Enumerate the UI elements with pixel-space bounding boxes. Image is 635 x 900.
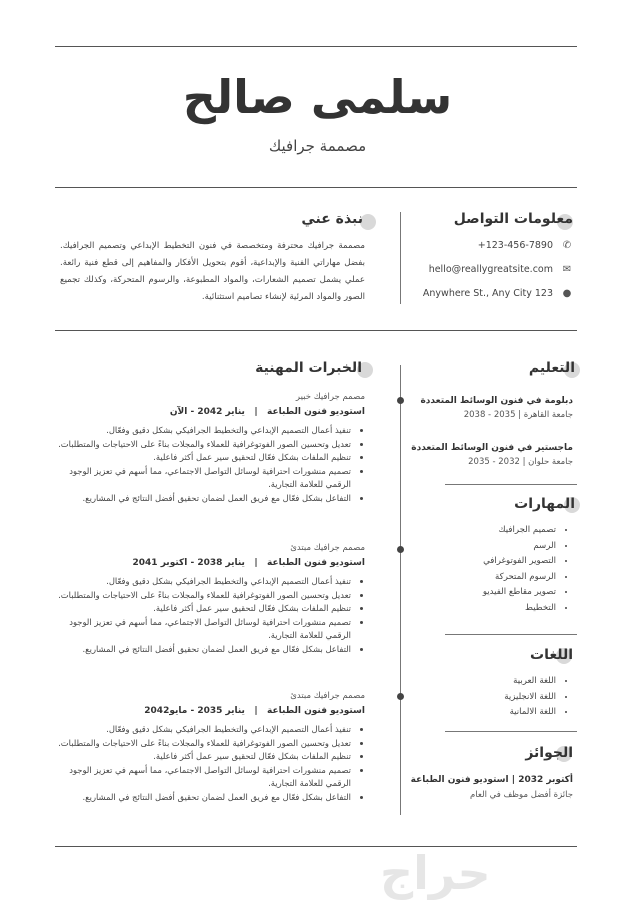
- skills-list: [396, 523, 568, 616]
- contact-address: [383, 288, 573, 299]
- job-period: يناير 2035 - مايو2042: [144, 706, 245, 716]
- education-years: 2032 - 2035: [468, 457, 520, 467]
- location-pin-icon: ●: [562, 288, 572, 299]
- languages-heading: اللغات: [530, 647, 573, 663]
- header-vertical-divider: [400, 212, 401, 304]
- skills-divider: [445, 634, 577, 635]
- job-role: مصمم جرافيك مبتدئ: [290, 543, 365, 553]
- contact-phone: [423, 240, 573, 251]
- job-bullet: • تنظيم الملفات بشكل فعّال لتحقيق سير عمل أكثر فاعلية.: [55, 451, 351, 465]
- skill-item: • الرسم: [396, 539, 556, 555]
- address-text: Anywhere St., Any City 123: [422, 288, 553, 299]
- job-bullet: • تنظيم الملفات بشكل فعّال لتحقيق سير عمل أكثر فاعلية.: [55, 602, 351, 616]
- languages-divider: [445, 731, 577, 732]
- job-role: مصمم جرافيك مبتدئ: [290, 691, 365, 701]
- contact-email: [423, 264, 573, 275]
- awards-heading: الجوائز: [525, 745, 573, 761]
- job-company: استوديو فنون الطباعة: [267, 558, 365, 568]
- job-bullets: [55, 575, 365, 656]
- language-item: • اللغة الانجليزية: [396, 690, 556, 706]
- job-bullet: • تصميم منشورات احترافية لوسائل التواصل الاجتماعي، مما أسهم في تعزيز الوجود الرقمي للعلامة التجارية.: [55, 616, 351, 643]
- phone-text: +123-456-7890: [477, 240, 553, 251]
- education-item: دبلومة في فنون الوسائط المتعددة جامعة القاهرة | 2035 - 2038: [393, 394, 573, 422]
- education-divider: [445, 484, 577, 485]
- contact-heading: معلومات التواصل: [453, 211, 573, 227]
- award-desc: جائزة أفضل موظف في العام: [470, 790, 573, 800]
- job-bullet: • تعديل وتحسين الصور الفوتوغرافية للعملاء والمجلات بناءً على الاحتياجات والمتطلبات.: [55, 438, 351, 452]
- job-bullet: • التفاعل بشكل فعّال مع فريق العمل لضمان تحقيق أفضل النتائج في المشاريع.: [55, 492, 351, 506]
- language-item: • اللغة العربية: [396, 674, 556, 690]
- education-item: ماجستير في فنون الوسائط المتعددة جامعة حلوان | 2032 - 2035: [393, 441, 573, 469]
- experience-item: مصمم جرافيك مبتدئ استوديو فنون الطباعة | يناير 2038 - اكتوبر 2041 • تنفيذ أعمال التصميم الإبداعي والتخطيط الجرافيكي بشكل دقيق وفعّال. • تعديل وتحسين الصور الفوتوغرافية للعملاء والمجلات بناءً على الاحتياجات والمتطلبات. • تنظيم الملفات بشكل فعّال لتحقيق سير عمل أكثر فاعلية. • تصميم منشورات احترافية لوسائل التواصل الاجتماعي، مما أسهم في تعزيز الوجود الرقمي للعلامة التجارية. • التفاعل بشكل فعّال مع فريق العمل لضمان تحقيق أفضل النتائج في المشاريع.: [55, 542, 365, 656]
- education-degree: دبلومة في فنون الوسائط المتعددة: [420, 396, 573, 406]
- skills-heading: المهارات: [514, 496, 575, 512]
- education-years: 2035 - 2038: [463, 410, 516, 420]
- skill-item: • الرسوم المتحركة: [396, 570, 556, 586]
- skill-item: • التصوير الفوتوغرافي: [396, 554, 556, 570]
- job-bullet: • تعديل وتحسين الصور الفوتوغرافية للعملاء والمجلات بناءً على الاحتياجات والمتطلبات.: [55, 737, 351, 751]
- job-role: مصمم جرافيك خبير: [295, 392, 365, 402]
- education-school: جامعة حلوان: [528, 457, 573, 467]
- job-period: يناير 2042 - الآن: [169, 407, 245, 417]
- email-text: hello@reallygreatsite.com: [428, 264, 553, 275]
- job-bullet: • التفاعل بشكل فعّال مع فريق العمل لضمان تحقيق أفضل النتائج في المشاريع.: [55, 643, 351, 657]
- experience-item: مصمم جرافيك خبير استوديو فنون الطباعة | يناير 2042 - الآن • تنفيذ أعمال التصميم الإبداعي والتخطيط الجرافيكي بشكل دقيق وفعّال. • تعديل وتحسين الصور الفوتوغرافية للعملاء والمجلات بناءً على الاحتياجات والمتطلبات. • تنظيم الملفات بشكل فعّال لتحقيق سير عمل أكثر فاعلية. • تصميم منشورات احترافية لوسائل التواصل الاجتماعي، مما أسهم في تعزيز الوجود الرقمي للعلامة التجارية. • التفاعل بشكل فعّال مع فريق العمل لضمان تحقيق أفضل النتائج في المشاريع.: [55, 391, 365, 505]
- education-heading: التعليم: [528, 360, 575, 376]
- about-heading: نبذة عني: [301, 211, 363, 227]
- job-period: يناير 2038 - اكتوبر 2041: [132, 558, 245, 568]
- skill-item: • تصوير مقاطع الفيديو: [396, 585, 556, 601]
- job-bullet: • تنفيذ أعمال التصميم الإبداعي والتخطيط الجرافيكي بشكل دقيق وفعّال.: [55, 723, 351, 737]
- job-bullet: • تصميم منشورات احترافية لوسائل التواصل الاجتماعي، مما أسهم في تعزيز الوجود الرقمي للعلامة التجارية.: [55, 465, 351, 492]
- job-bullet: • تنفيذ أعمال التصميم الإبداعي والتخطيط الجرافيكي بشكل دقيق وفعّال.: [55, 575, 351, 589]
- education-degree: ماجستير في فنون الوسائط المتعددة: [411, 443, 573, 453]
- job-bullets: [55, 723, 365, 804]
- about-text: مصممة جرافيك محترفة ومتخصصة في فنون التخطيط الإبداعي وتصميم الجرافيك. بفضل مهاراتي الفنية والإبداعية، أقوم بتحويل الأفكار والمفاهيم إلى قطع فنية رائعة. عملي يشمل تصميم الشعارات، والمواد المطبوعة، والرسوم المتحركة، وكذلك تجميع الصور والمواد المرئية لإنشاء تصاميم استثنائية.: [60, 241, 365, 302]
- job-bullet: • التفاعل بشكل فعّال مع فريق العمل لضمان تحقيق أفضل النتائج في المشاريع.: [55, 791, 351, 805]
- job-bullet: • تنفيذ أعمال التصميم الإبداعي والتخطيط الجرافيكي بشكل دقيق وفعّال.: [55, 424, 351, 438]
- award-date: أكتوبر 2032: [518, 775, 573, 785]
- person-name: سلمى صالح: [182, 70, 453, 124]
- language-item: • اللغة الالمانية: [396, 705, 556, 721]
- phone-icon: ✆: [562, 240, 572, 251]
- experience-heading: الخبرات المهنية: [255, 360, 362, 376]
- job-bullets: [55, 424, 365, 505]
- award-item: أكتوبر 2032 | استوديو فنون الطباعة جائزة أفضل موظف في العام: [373, 773, 573, 803]
- bottom-divider: [55, 846, 577, 847]
- education-school: جامعة القاهرة: [523, 410, 573, 420]
- skill-item: • التخطيط: [396, 601, 556, 617]
- languages-list: [396, 674, 568, 721]
- job-bullet: • تعديل وتحسين الصور الفوتوغرافية للعملاء والمجلات بناءً على الاحتياجات والمتطلبات.: [55, 589, 351, 603]
- job-company: استوديو فنون الطباعة: [267, 706, 365, 716]
- award-org: استوديو فنون الطباعة: [410, 775, 509, 785]
- watermark-logo: حراج: [380, 846, 491, 900]
- experience-item: مصمم جرافيك مبتدئ استوديو فنون الطباعة | يناير 2035 - مايو2042 • تنفيذ أعمال التصميم الإبداعي والتخطيط الجرافيكي بشكل دقيق وفعّال. • تعديل وتحسين الصور الفوتوغرافية للعملاء والمجلات بناءً على الاحتياجات والمتطلبات. • تنظيم الملفات بشكل فعّال لتحقيق سير عمل أكثر فاعلية. • تصميم منشورات احترافية لوسائل التواصل الاجتماعي، مما أسهم في تعزيز الوجود الرقمي للعلامة التجارية. • التفاعل بشكل فعّال مع فريق العمل لضمان تحقيق أفضل النتائج في المشاريع.: [55, 690, 365, 804]
- mid-divider: [55, 330, 577, 331]
- top-divider: [55, 46, 577, 47]
- job-bullet: • تصميم منشورات احترافية لوسائل التواصل الاجتماعي، مما أسهم في تعزيز الوجود الرقمي للعلامة التجارية.: [55, 764, 351, 791]
- skill-item: • تصميم الجرافيك: [396, 523, 556, 539]
- job-company: استوديو فنون الطباعة: [267, 407, 365, 417]
- mail-icon: ✉: [562, 264, 572, 275]
- header-divider: [55, 187, 577, 188]
- job-title: مصممة جرافيك: [268, 137, 367, 155]
- job-bullet: • تنظيم الملفات بشكل فعّال لتحقيق سير عمل أكثر فاعلية.: [55, 750, 351, 764]
